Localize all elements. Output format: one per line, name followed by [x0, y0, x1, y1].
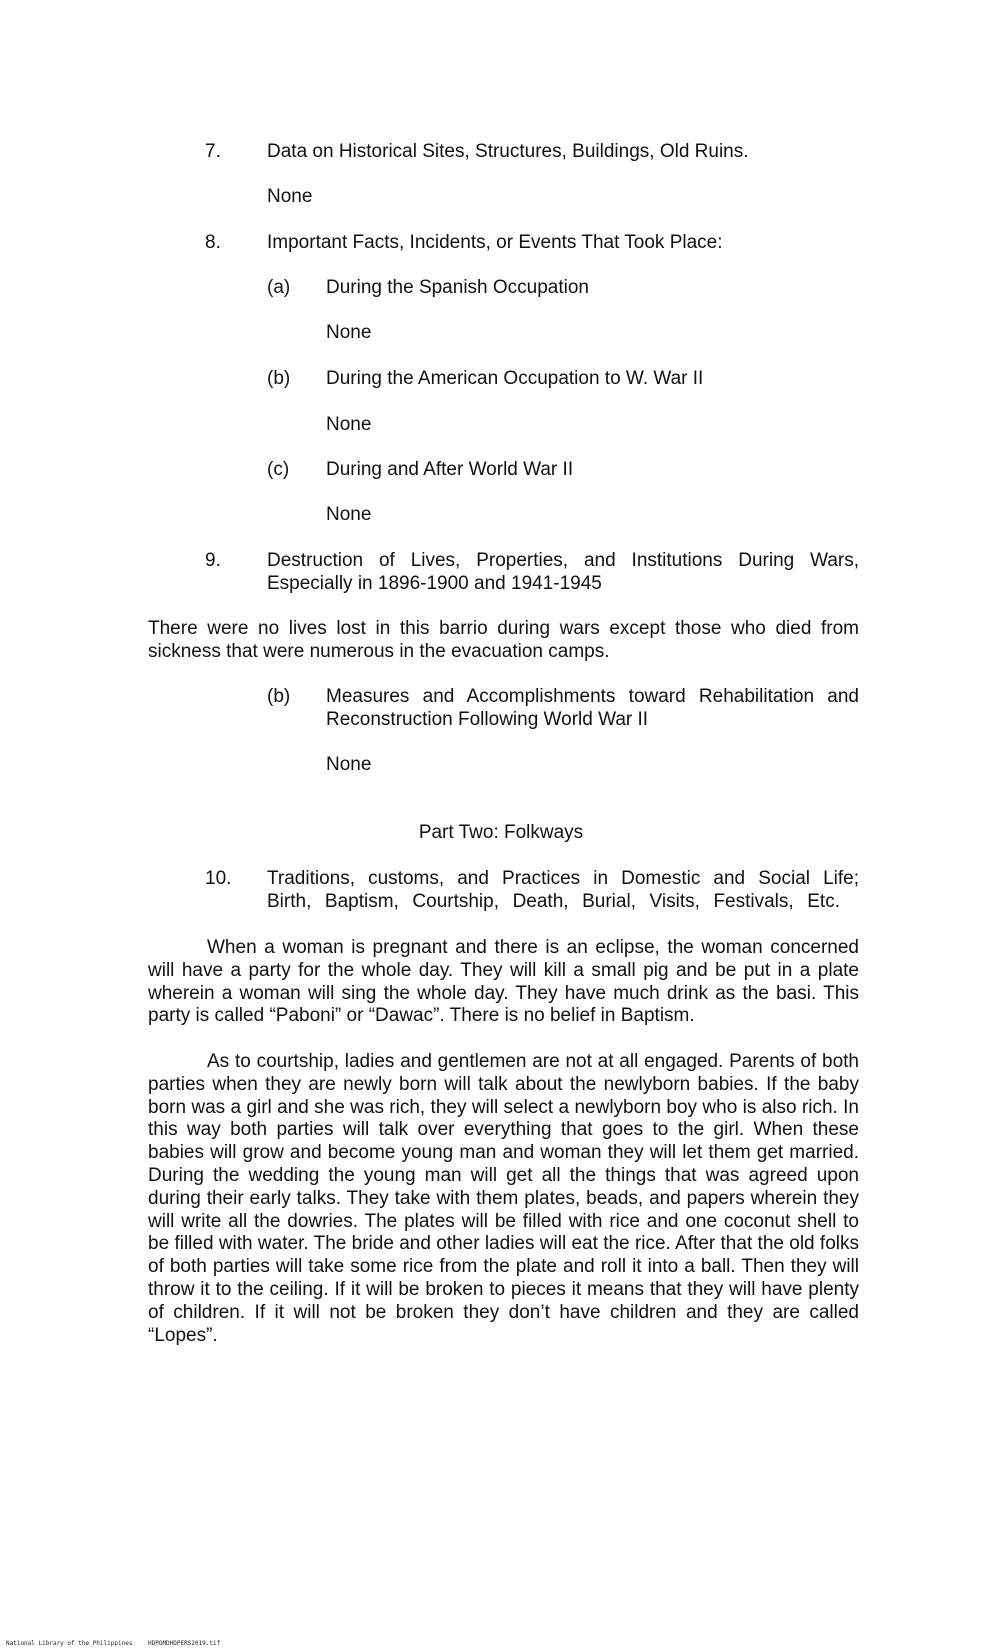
item-10-paragraph-1-text: When a woman is pregnant and there is an eclipse, the woman concerned will have a party for the whole day. They will kill a small pig and be put in a plate wherein a woman will sing the whole day. They have much drink as the basi. This party is called “Paboni” or “Dawac”. There is no belief in Baptism.: [148, 937, 859, 1027]
item-10-paragraph-1: [148, 937, 859, 1028]
item-9b-answer: None: [326, 754, 372, 775]
item-8b-label: (b): [267, 368, 291, 389]
item-8c-text: During and After World War II: [326, 459, 574, 480]
item-8b-text: During the American Occupation to W. War II: [326, 368, 704, 389]
item-10-heading-line1: Traditions, customs, and Practices in Domestic and Social Life;: [267, 868, 859, 889]
item-10-paragraph-2: [148, 1051, 859, 1347]
item-9-paragraph-text: There were no lives lost in this barrio during wars except those who died from sickness that were numerous in the evacuation camps.: [148, 618, 859, 662]
item-8a-text: During the Spanish Occupation: [326, 277, 589, 298]
item-7-answer: None: [267, 186, 313, 207]
item-9-heading-line2: Especially in 1896-1900 and 1941-1945: [267, 573, 602, 594]
item-9-heading-line1: Destruction of Lives, Properties, and Institutions During Wars,: [267, 550, 859, 571]
footer-library-stamp: National Library of the Philippines: [6, 1640, 133, 1647]
item-10-number: 10.: [205, 868, 232, 889]
item-10-paragraph-2-text: As to courtship, ladies and gentlemen are not at all engaged. Parents of both parties when they are newly born will talk about the newlyborn babies. If the baby born was a girl and she was rich, they will select a newlyborn boy who is also rich. In this way both parties will talk over everything that goes to the girl. When these babies will grow and become young man and woman they will let them get married. During the wedding the young man will get all the things that was agreed upon during their early talks. They take with them plates, beads, and papers wherein they will write all the dowries. The plates will be filled with rice and one coconut shell to be filled with water. The bride and other ladies will eat the rice. After that the old folks of both parties will take some rice from the plate and roll it into a ball. Then they will throw it to the ceiling. If it will be broken to pieces it means that they will have plenty of children. If it will not be broken they don’t have children and they are called “Lopes”.: [148, 1051, 859, 1346]
item-8c-label: (c): [267, 459, 290, 480]
part-two-title: Part Two: Folkways: [418, 822, 584, 843]
item-9b-line2: Reconstruction Following World War II: [326, 709, 649, 730]
item-7-heading: Data on Historical Sites, Structures, Buildings, Old Ruins.: [267, 141, 749, 162]
item-8a-label: (a): [267, 277, 291, 298]
item-10-heading-line2: Birth, Baptism, Courtship, Death, Burial, Visits, Festivals, Etc.: [267, 891, 840, 912]
item-9b-label: (b): [267, 686, 291, 707]
item-8a-answer: None: [326, 322, 372, 343]
item-7-number: 7.: [205, 141, 221, 162]
item-9-number: 9.: [205, 550, 221, 571]
footer-file-code: HDPOMDHDPERS2019.tif: [148, 1640, 221, 1647]
item-8-heading: Important Facts, Incidents, or Events That Took Place:: [267, 232, 723, 253]
item-8b-answer: None: [326, 414, 372, 435]
item-9-paragraph: [148, 618, 859, 664]
item-9b-line1: Measures and Accomplishments toward Rehabilitation and: [326, 686, 859, 707]
item-8c-answer: None: [326, 504, 372, 525]
item-8-number: 8.: [205, 232, 221, 253]
